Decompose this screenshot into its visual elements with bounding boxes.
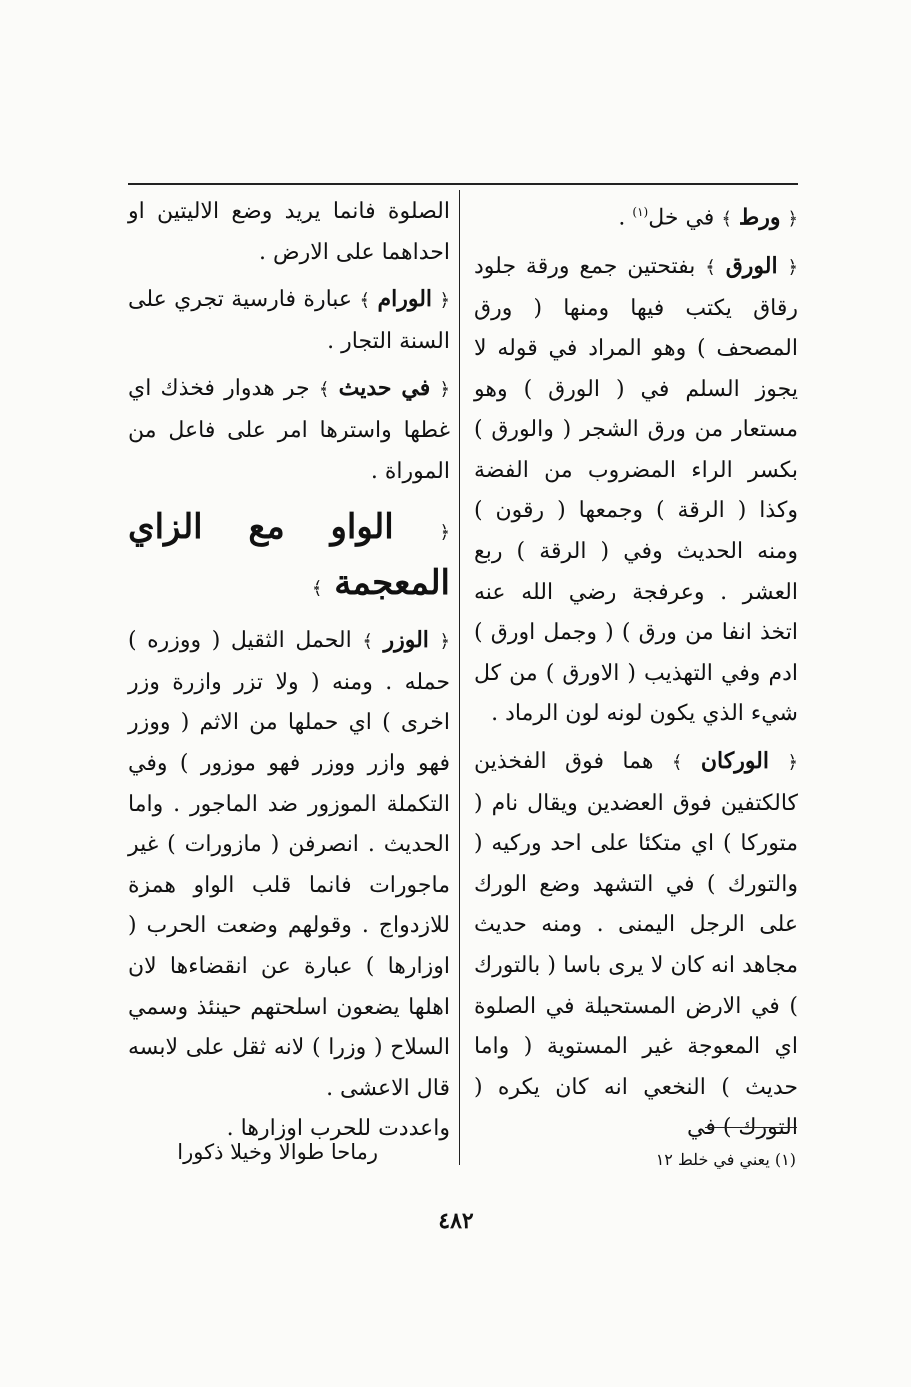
ornament-bracket: ﴿	[439, 290, 450, 312]
headword: الوزر	[383, 627, 429, 654]
ornament-bracket: ﴿	[439, 522, 450, 544]
entry-alwarkan	[474, 741, 798, 1149]
verse-line: رماحا طوالا وخيلا ذكورا	[177, 1140, 378, 1164]
right-column	[474, 192, 798, 1149]
entry-text: في خل	[648, 205, 722, 231]
ornament-bracket: ﴿	[787, 752, 798, 774]
left-column	[128, 192, 450, 1150]
headword: الوركان	[700, 748, 769, 775]
entry-text: الحمل الثقيل ( ووزره ) حمله . ومنه ( ولا تزر وازرة وزر اخرى ) اي حملها من الاثم ( ووزر فهو وازر ووزر فهو موزور ) وفي التكملة الموزور ضد الماجور . واما الحديث . انصرفن ( مازورات ) غير ماجورات فانما قلب الواو همزة للازدواج . وقولهم وضعت الحرب ( اوزارها ) عبارة عن انقضاءها لان اهلها يضعون اسلحتهم حينئذ وسمي السلاح ( وزرا ) لانه ثقل على لابسه قال الاعشى .	[128, 628, 450, 1101]
entry-text: عبارة فارسية تجري على السنة التجار .	[128, 287, 450, 354]
top-rule	[128, 183, 798, 185]
ornament-bracket: ﴿	[439, 379, 450, 401]
entry-warat	[474, 192, 798, 240]
entry-text: .	[618, 205, 633, 231]
entry-alwaram	[128, 279, 450, 362]
entry-text: جر هدوار فخذك اي غطها واسترها امر على فاعل من الموراة .	[128, 376, 450, 484]
ornament-bracket: ﴾	[311, 578, 323, 600]
headword: الورام	[377, 286, 433, 313]
entry-alwaraq	[474, 246, 798, 735]
headword: ورط	[738, 204, 781, 231]
entry-text: هما فوق الفخذين كالكتفين فوق العضدين ويقال نام ( متوركا ) اي متكئا على احد وركيه ( والتورك ) في التشهد وضع الورك على الرجل اليمنى . ومنه حديث مجاهد انه كان لا يرى باسا ( بالتورك ) في الارض المستحيلة في الصلوة اي المعوجة غير المستوية ( واما حديث ) النخعي انه كان يكره ( التورك ) في	[474, 749, 798, 1141]
footnote: (١) يعني في خلط ١٢	[655, 1150, 796, 1169]
footnote-ref: (١)	[632, 205, 649, 219]
footnote-rule	[705, 1127, 797, 1128]
entry-text: بفتحتين جمع ورقة جلود رقاق يكتب فيها ومنها ( ورق المصحف ) وهو المراد في قوله لا يجوز السلم في ( الورق ) وهو مستعار من ورق الشجر ( والورق ) بكسر الراء المضروب من الفضة وكذا ( الرقة ) وجمعها ( رقون ) ومنه الحديث وفي ( الرقة ) ربع العشر . وعرفجة رضي الله عنه اتخذ انفا من ورق ) ( وجمل اورق ) ادم وفي التهذيب ( الاورق ) من كل شيء الذي يكون لونه لون الرماد .	[474, 253, 798, 727]
ornament-bracket: ﴿	[787, 256, 799, 278]
continuation-text: الصلوة فانما يريد وضع الاليتين او احداهما على الارض .	[128, 199, 450, 265]
verse-line: واعددت للحرب اوزارها .	[226, 1116, 450, 1142]
column-divider	[459, 190, 460, 1165]
page-number: ٤٨٢	[438, 1208, 474, 1234]
section-title	[128, 502, 450, 614]
headword: الورق	[725, 252, 778, 279]
ornament-bracket: ﴾	[705, 256, 716, 278]
ornament-bracket: ﴾	[359, 290, 371, 312]
section-title-text: الواو مع الزاي المعجمة	[128, 507, 450, 604]
ornament-bracket: ﴾	[318, 379, 330, 401]
ornament-bracket: ﴿	[439, 631, 451, 653]
entry-fi-hadith	[128, 368, 450, 492]
ornament-bracket: ﴾	[671, 752, 683, 774]
ornament-bracket: ﴿	[787, 208, 798, 230]
ornament-bracket: ﴾	[362, 631, 373, 653]
headword: في حديث	[338, 375, 431, 402]
entry-alwizr	[128, 620, 450, 1109]
ornament-bracket: ﴾	[721, 208, 732, 230]
